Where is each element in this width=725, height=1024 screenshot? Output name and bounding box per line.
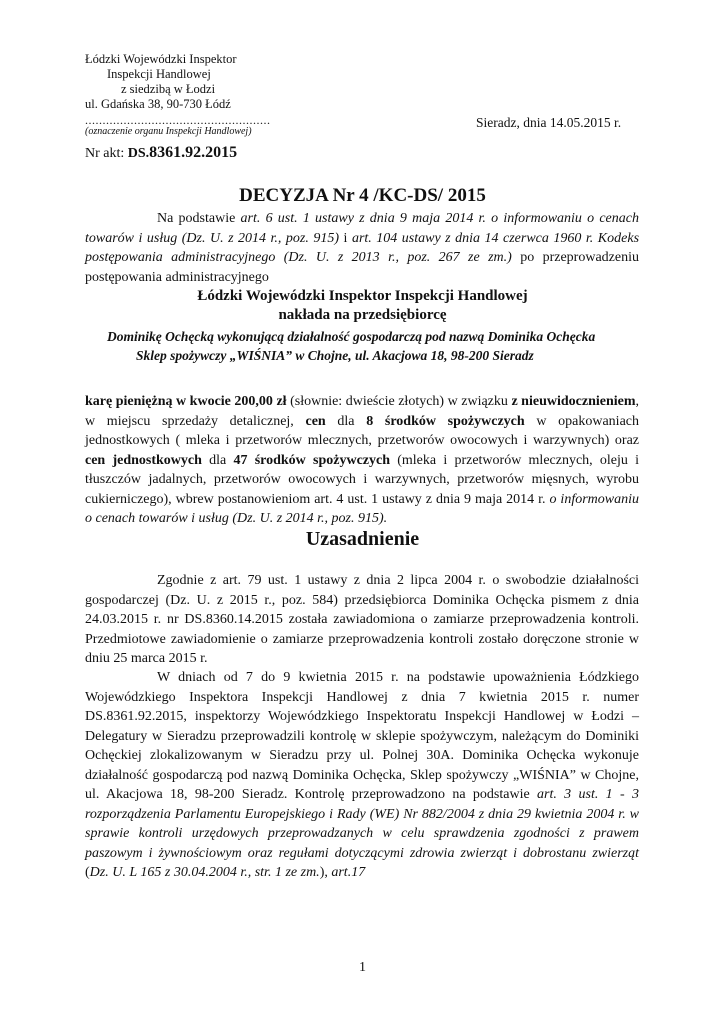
penalty-amount: karę pieniężną w kwocie 200,00 zł	[85, 394, 287, 409]
legal-basis-text-1: Na podstawie	[157, 211, 241, 226]
penalty-text-1: (słownie: dwieście złotych) w związku	[286, 394, 512, 409]
authority-line-1: Łódzki Wojewódzki Inspektor	[85, 52, 237, 66]
penalty-bold-4: 8 środków spożywczych	[366, 413, 525, 429]
authority-dots-line: .....................................................	[85, 113, 271, 127]
legal-basis-paragraph	[85, 209, 639, 287]
penalty-text-3: dla	[325, 413, 367, 429]
justification-heading: Uzasadnienie	[305, 528, 420, 550]
authority-line-2: Inspekcji Handlowej	[107, 67, 211, 81]
penalty-citation: o informowaniu o cenach towarów i usług (Dz. U. z 2014 r., poz. 915).	[85, 491, 639, 526]
legal-basis-citation-1: art. 6 ust. 1 ustawy z dnia 9 maja 2014 r. o informowaniu o cenach towarów i usług (Dz. U. z 2014 r., poz. 915)	[85, 211, 639, 246]
para2-text-2: (	[85, 865, 90, 880]
authority-address: ul. Gdańska 38, 90-730 Łódź	[85, 97, 231, 111]
legal-basis-citation-2: art. 104 ustawy z dnia 14 czerwca 1960 r. Kodeks postępowania administracyjnego (Dz. U. z 2013 r., poz. 267 ze zm.)	[85, 230, 640, 265]
place-date: Sieradz, dnia 14.05.2015 r.	[476, 115, 622, 130]
justification-paragraph-1: Zgodnie z art. 79 ust. 1 ustawy z dnia 2 lipca 2004 r. o swobodzie działalności gospodarczej (Dz. U. z 2015 r., poz. 584) przedsiębiorca Dominika Ochęcka pismem z dnia 24.03.2015 r. nr DS.8360.14.2015 została zawiadomiona o zamiarze przeprowadzenia kontroli. Przedmiotowe zawiadomienie o zamiarze przeprowadzenia kontroli zostało doręczone stronie w dniu 25 marca 2015 r.	[85, 573, 639, 666]
case-number-prefix: DS.	[127, 146, 150, 161]
page-number: 1	[359, 960, 366, 975]
para2-citation-3: art.17	[331, 865, 366, 880]
penalty-bold-5: cen jednostkowych	[85, 452, 202, 468]
penalty-text-6: (mleka i przetworów mlecznych, oleju i tłuszczów jadalnych, przetworów owocowych i warzywnych, przetworów mięsnych, wyrobu cukierniczego), wbrew postanowieniom art. 4 ust. 1 ustawy z dnia 9 maja 2014 r.	[85, 452, 640, 507]
authority-line-3: z siedzibą w Łodzi	[121, 82, 216, 96]
legal-basis-text-3: po przeprowadzeniu postępowania administracyjnego	[85, 250, 639, 285]
para2-citation-1: art. 3 ust. 1 - 3 rozporządzenia Parlamentu Europejskiego i Rady (WE) Nr 882/2004 z dnia 29 kwietnia 2004 r. w sprawie kontroli urzędowych przeprowadzanych w celu sprawdzenia zgodności z prawem paszowym i żywnościowym oraz regułami dotyczącymi zdrowia zwierząt i dobrostanu zwierząt	[85, 787, 639, 861]
entity-line-1: Dominikę Ochęcką wykonującą działalność gospodarczą pod nazwą Dominika Ochęcka	[107, 329, 596, 344]
authority-dots-label: (oznaczenie organu Inspekcji Handlowej)	[85, 126, 252, 137]
para2-citation-2: Dz. U. L 165 z 30.04.2004 r., str. 1 ze zm.	[89, 865, 320, 880]
authority-center-line-2: nakłada na przedsiębiorcę	[278, 307, 447, 323]
penalty-text-2: , w miejscu sprzedaży detalicznej,	[85, 394, 640, 429]
penalty-bold-3: cen	[305, 413, 326, 429]
decision-title: DECYZJA Nr 4 /KC-DS/ 2015	[239, 185, 486, 206]
penalty-bold-6: 47 środków spożywczych	[233, 452, 391, 468]
penalty-paragraph	[85, 392, 639, 529]
entity-line-2: Sklep spożywczy „WIŚNIA” w Chojne, ul. Akacjowa 18, 98-200 Sieradz	[136, 348, 534, 363]
legal-basis-text-2: i	[339, 230, 352, 246]
case-number-label: Nr akt:	[85, 146, 125, 161]
penalty-text-4: w opakowaniach jednostkowych ( mleka i przetworów mlecznych, przetworów owocowych i warzywnych) oraz	[85, 413, 639, 448]
justification-paragraph-2	[85, 668, 639, 883]
para2-text-3: ),	[319, 865, 332, 880]
penalty-text-5: dla	[201, 452, 234, 468]
para2-text-1: W dniach od 7 do 9 kwietnia 2015 r. na podstawie upoważnienia Łódzkiego Wojewódzkiego Inspektora Inspekcji Handlowej z dnia 7 kwietnia 2015 r. numer DS.8361.92.2015, inspektorzy Wojewódzkiego Inspektoratu Inspekcji Handlowej w Łodzi – Delegatury w Sieradzu przeprowadzili kontrolę w sklepie spożywczym, należącym do Dominiki Ochęckiej zlokalizowanym w Sieradzu przy ul. Polnej 30A. Dominika Ochęcka wykonuje działalność gospodarczą pod nazwą Dominika Ochęcka, Sklep spożywczy „WIŚNIA” w Chojne, ul. Akacjowa 18, 98-200 Sieradz. Kontrolę przeprowadzono na podstawie	[85, 670, 639, 802]
case-number-value: 8361.92.2015	[149, 144, 238, 161]
authority-center-line-1: Łódzki Wojewódzki Inspektor Inspekcji Handlowej	[197, 288, 528, 304]
penalty-bold-2: z nieuwidocznieniem	[511, 394, 636, 409]
case-number	[85, 144, 237, 162]
